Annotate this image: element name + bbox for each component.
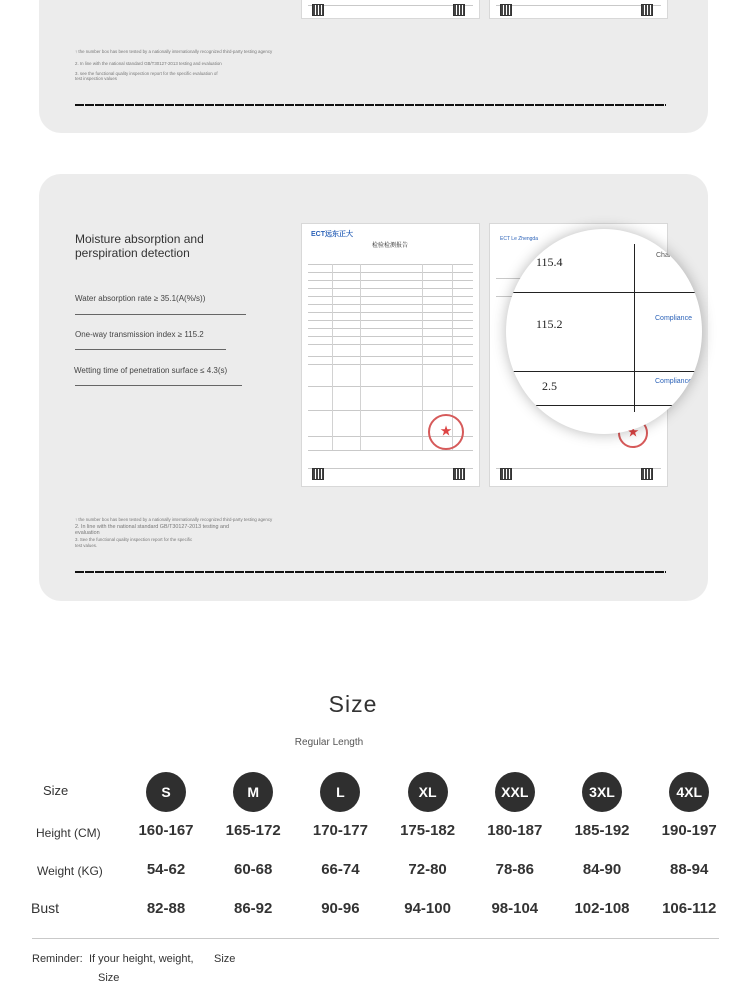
reminder-prefix: Reminder: [32, 953, 83, 965]
reminder-tail: Size [214, 953, 236, 965]
size-badge-4xl: 4XL [669, 772, 709, 812]
size-height-value: 185-192 [574, 822, 630, 839]
row-label-weight: Weight (KG) [37, 864, 103, 878]
detection-title: Moisture absorption and perspiration detection [75, 232, 204, 260]
size-height-value: 160-167 [138, 822, 194, 839]
size-heading: Size [328, 691, 378, 717]
magnified-value: 115.2 [536, 317, 563, 331]
item-underline [75, 314, 246, 315]
note-1: ↑ the number box has been tested by a nationally internationally recognized third-party testing agency [75, 517, 273, 522]
note-2: 2. In line with the national standard GB/T30127-2013 testing and [75, 524, 230, 530]
water-absorption-item: Water absorption rate ≥ 35.1(A(%/s)) [75, 294, 206, 303]
magnified-label: Compliance [655, 315, 692, 322]
magnified-value: 2.5 [542, 379, 557, 393]
note-3: evaluation [75, 530, 100, 536]
size-weight-value: 84-90 [582, 861, 622, 878]
magnified-label: Character [656, 252, 687, 259]
qr-code [453, 468, 465, 480]
dashed-divider [75, 571, 666, 573]
size-badge-3xl: 3XL [582, 772, 622, 812]
size-bust-value: 82-88 [146, 900, 186, 917]
size-height-value: 170-177 [312, 822, 368, 839]
report-title: 检验检测报告 [372, 243, 409, 249]
size-bust-value: 90-96 [321, 900, 360, 917]
magnifier-lens [506, 229, 702, 434]
size-badge-m: M [233, 772, 273, 812]
size-weight-value: 72-80 [408, 861, 447, 878]
size-height-value: 180-187 [487, 822, 543, 839]
size-badge-s: S [146, 772, 186, 812]
report-image-right-top [489, 0, 668, 19]
red-stamp [428, 414, 464, 450]
size-badge-xxl: XXL [495, 772, 535, 812]
qr-code [641, 468, 653, 480]
dashed-divider [75, 104, 666, 106]
reminder-text: If your height, weight, [89, 953, 194, 965]
section-divider [32, 938, 719, 939]
magnified-label: Compliance [655, 378, 692, 385]
row-label-height: Height (CM) [36, 826, 101, 840]
size-height-value: 190-197 [661, 822, 717, 839]
item-underline [75, 349, 226, 350]
note-2: 2. In line with the national standard GB/T30127-2013 testing and evaluation [75, 61, 222, 66]
test-info-card-top [39, 0, 708, 133]
size-weight-value: 88-94 [670, 861, 709, 878]
magnified-value: 115.4 [536, 255, 563, 269]
size-subtitle: Regular Length [294, 737, 364, 748]
qr-code [500, 468, 512, 480]
size-bust-value: 86-92 [234, 900, 273, 917]
size-badge-l: L [320, 772, 360, 812]
row-label-size: Size [43, 783, 69, 798]
size-bust-value: 106-112 [662, 900, 717, 917]
size-weight-value: 78-86 [495, 861, 534, 878]
size-height-value: 165-172 [225, 822, 281, 839]
size-badge-xl: XL [408, 772, 448, 812]
size-bust-value: 98-104 [491, 900, 539, 917]
size-bust-value: 94-100 [404, 900, 451, 917]
transmission-index-item: One-way transmission index ≥ 115.2 [75, 330, 204, 339]
size-weight-value: 60-68 [234, 861, 273, 878]
row-label-bust: Bust [31, 900, 60, 916]
size-bust-value: 102-108 [574, 900, 630, 917]
wetting-time-item: Wetting time of penetration surface ≤ 4.3(s) [74, 366, 228, 375]
test-report-image [301, 223, 480, 487]
note-1: ↑ the number box has been tested by a nationally internationally recognized third-party testing agency [75, 49, 273, 54]
reminder-line2: Size [98, 972, 120, 984]
size-weight-value: 54-62 [146, 861, 186, 878]
item-underline [75, 385, 242, 386]
note-3: 3. see the functional quality inspection report for the specific evaluation of [75, 71, 218, 76]
second-report-brand: ECT Le Zhengda [500, 236, 538, 242]
report-image-left-top [301, 0, 480, 19]
note-5: test values. [75, 543, 98, 548]
report-brand: ECT远东正大 [311, 231, 353, 238]
size-weight-value: 66-74 [321, 861, 360, 878]
note-4: 3. See the functional quality inspection report for the specific [75, 537, 193, 542]
note-4: test inspection values [75, 76, 117, 81]
qr-code [312, 468, 324, 480]
size-height-value: 175-182 [400, 822, 456, 839]
